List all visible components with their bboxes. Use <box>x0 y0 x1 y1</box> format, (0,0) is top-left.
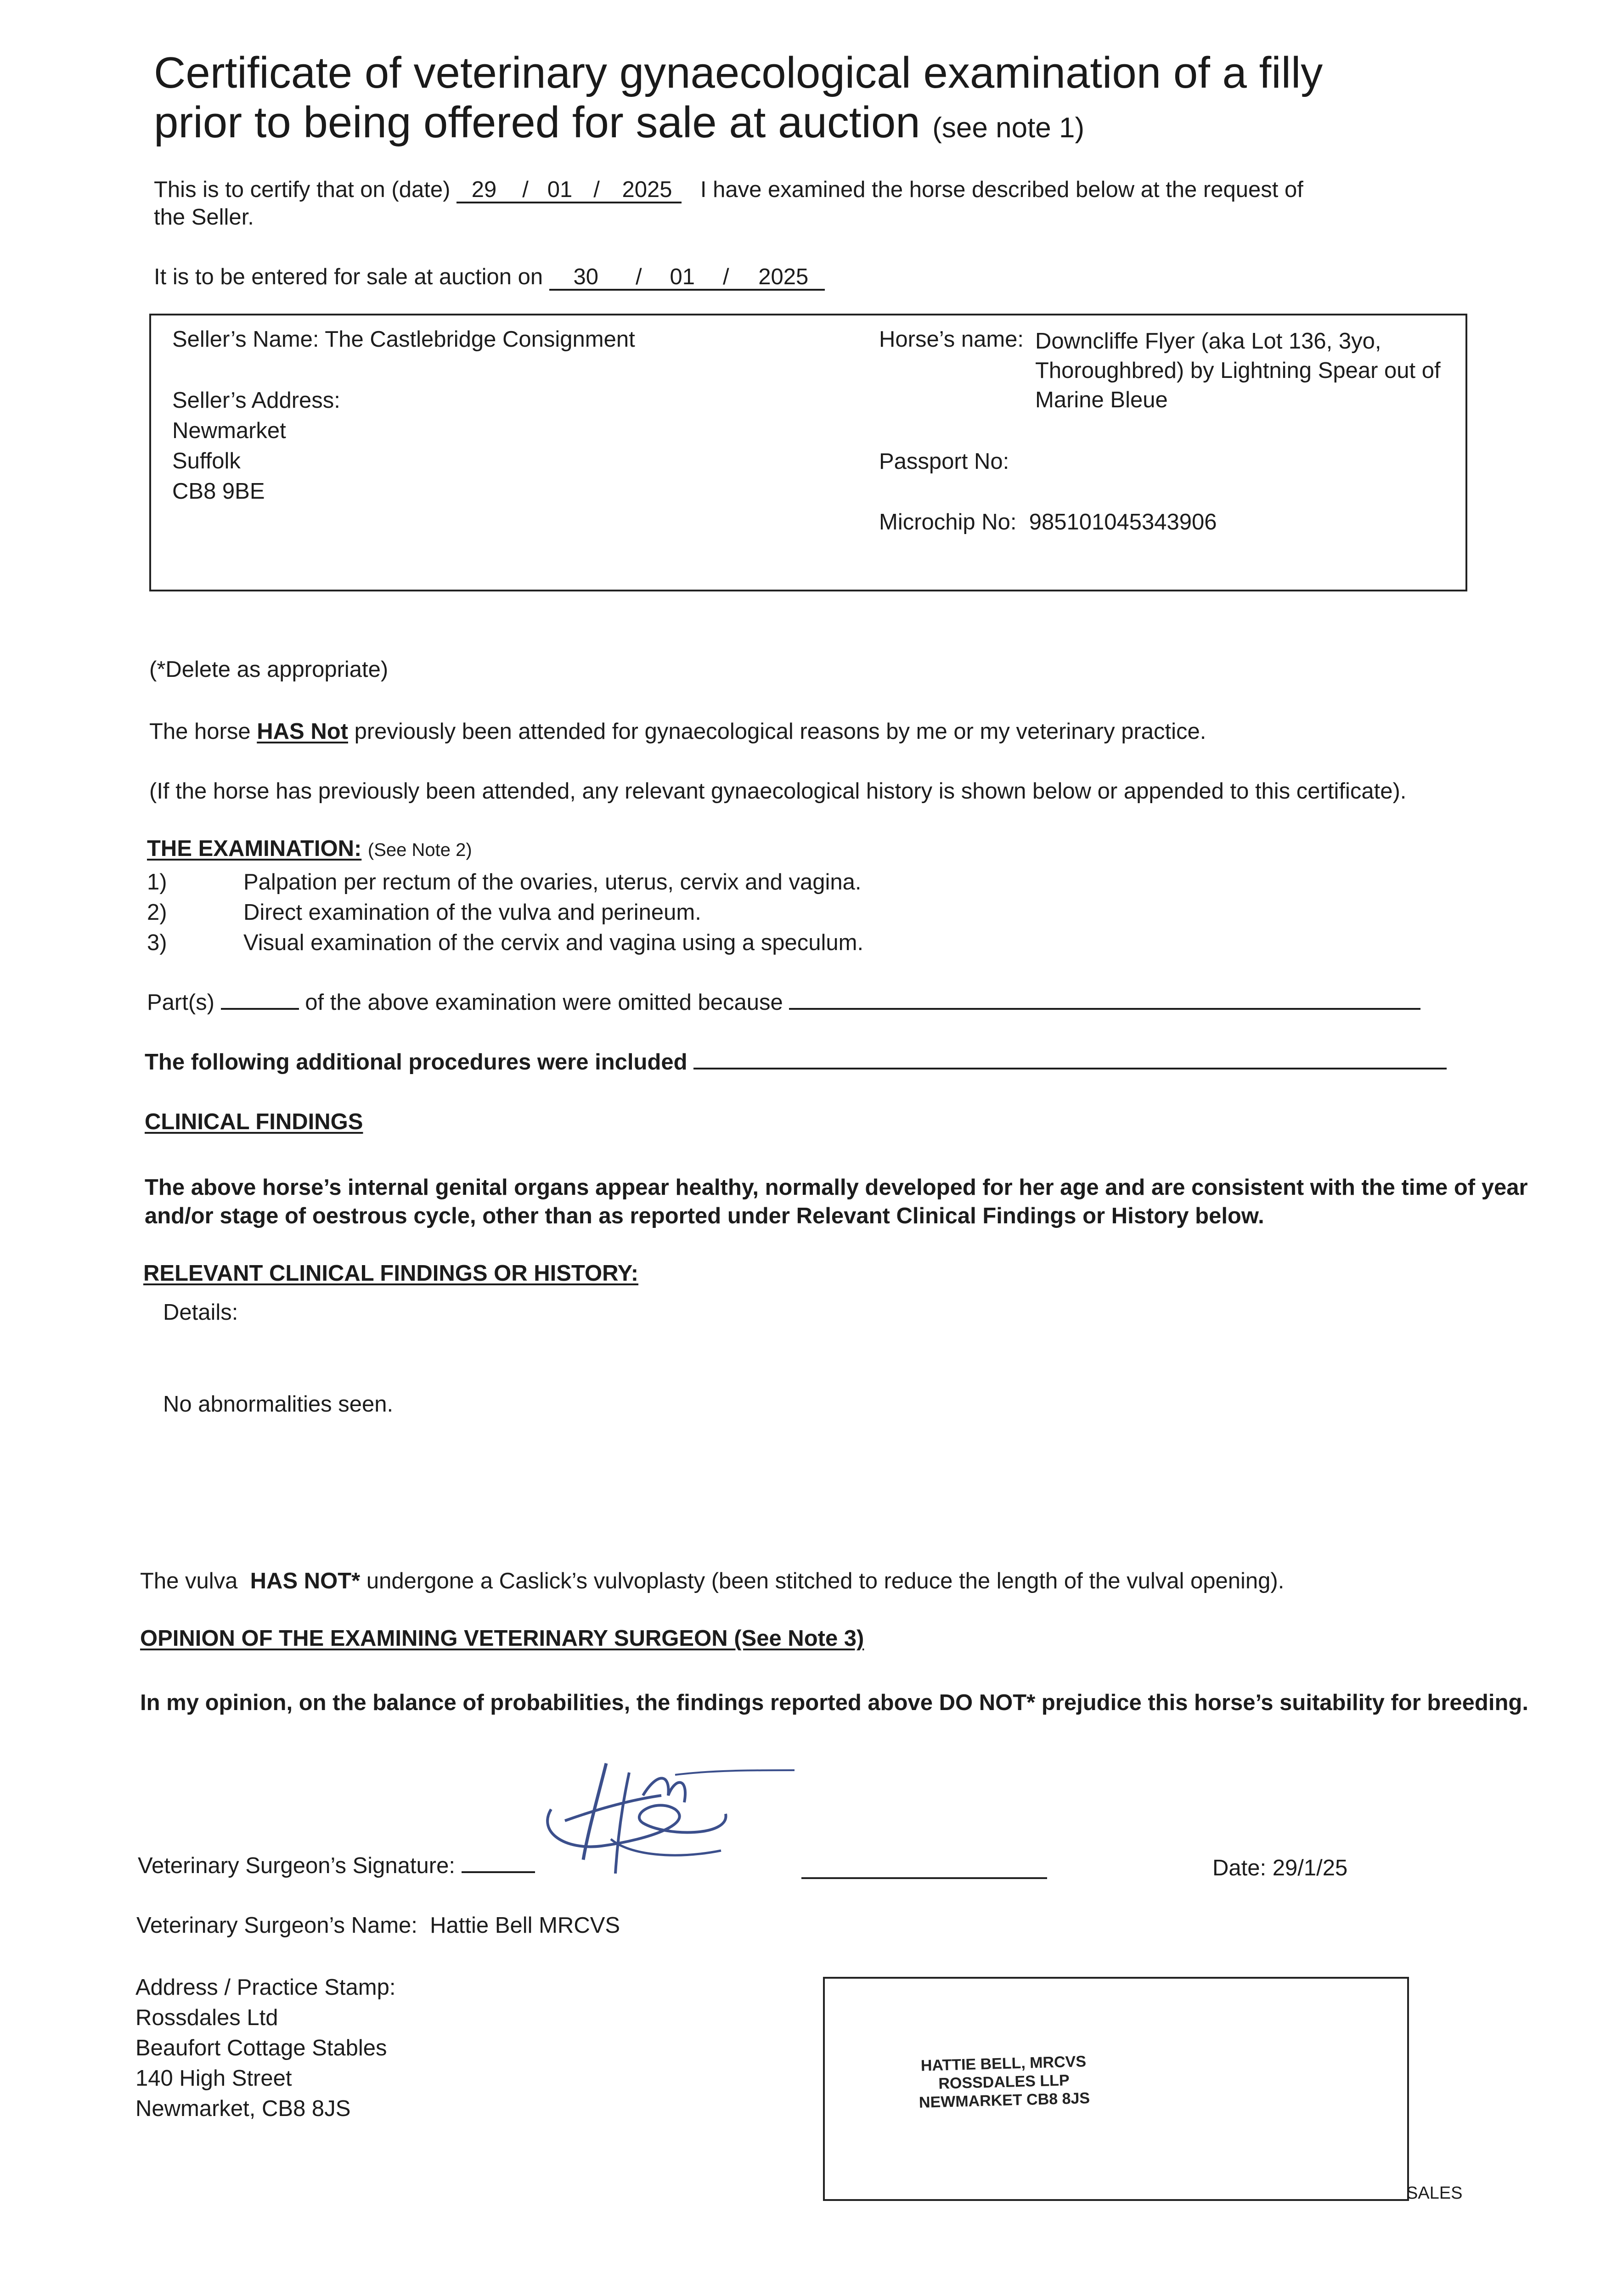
clinical-statement: The above horse’s internal genital organs appear healthy, normally developed for her age and are consistent with the time of year and/or stage of oestrous cycle, other than as reported under Relevant Clinical Findings or History below. <box>145 1175 1528 1228</box>
certificate-title <box>154 48 1532 153</box>
details-label: Details: <box>163 1300 238 1325</box>
signature-label: Veterinary Surgeon’s Signature: <box>138 1853 535 1879</box>
seller-name: Seller’s Name: The Castlebridge Consignment <box>172 327 635 352</box>
omitted-line: Part(s) of the above examination were omitted because <box>147 990 1420 1015</box>
vulva-status: HAS NOT* <box>250 1569 361 1593</box>
exam-date-year: 2025 <box>613 178 682 203</box>
seller-address: Seller’s Address: Newmarket Suffolk CB8 9BE <box>172 388 340 504</box>
auction-date-month: 01 <box>655 265 710 291</box>
omitted-reason-field <box>789 1008 1420 1010</box>
auction-date-year: 2025 <box>742 265 825 291</box>
seller-horse-box <box>149 314 1467 591</box>
additional-line: The following additional procedures were included <box>145 1049 1447 1075</box>
list-item: 3) Visual examination of the cervix and vagina using a speculum. <box>147 930 864 955</box>
certify-line: This is to certify that on (date) 29 / 01 / 2025 I have examined the horse described below at the request of <box>154 177 1303 203</box>
auction-line: It is to be entered for sale at auction on 30 / 01 / 2025 <box>154 264 825 291</box>
relevant-findings-heading: RELEVANT CLINICAL FINDINGS OR HISTORY: <box>143 1261 639 1286</box>
title-line-2: prior to being offered for sale at auction (see note 1) <box>154 98 1085 147</box>
vet-name: Veterinary Surgeon’s Name: Hattie Bell MRCVS <box>136 1913 620 1938</box>
microchip-no: Microchip No: 985101045343906 <box>879 510 1217 535</box>
details-text: No abnormalities seen. <box>163 1392 394 1417</box>
title-note: (see note 1) <box>932 112 1085 144</box>
certify-line-2: the Seller. <box>154 205 254 230</box>
horse-name-label: Horse’s name: <box>879 327 1024 352</box>
horse-name: Downcliffe Flyer (aka Lot 136, 3yo, Thoroughbred) by Lightning Spear out of Marine Bleue <box>1035 329 1441 412</box>
list-item: 2) Direct examination of the vulva and perineum. <box>147 900 701 925</box>
clinical-findings-heading: CLINICAL FINDINGS <box>145 1109 363 1134</box>
sales-tag: SALES <box>1406 2183 1463 2203</box>
examination-list <box>147 867 863 958</box>
opinion-heading: OPINION OF THE EXAMINING VETERINARY SURGEON (See Note 3) <box>140 1626 864 1651</box>
practice-address: Address / Practice Stamp: Rossdales Ltd Beaufort Cottage Stables 140 High Street Newmarket, CB8 8JS <box>135 1975 396 2121</box>
examination-heading: THE EXAMINATION: (See Note 2) <box>147 836 472 861</box>
signature-underline <box>801 1877 1047 1879</box>
delete-note: (*Delete as appropriate) <box>149 657 389 682</box>
history-note: (If the horse has previously been attended, any relevant gynaecological history is shown below or appended to this certificate). <box>149 779 1407 804</box>
title-line-1: Certificate of veterinary gynaecological examination of a filly <box>154 48 1323 97</box>
practice-stamp-box <box>823 1977 1409 2201</box>
vulva-statement: The vulva HAS NOT* undergone a Caslick’s vulvoplasty (been stitched to reduce the length of the vulval opening). <box>140 1569 1285 1593</box>
additional-procedures-field <box>693 1068 1447 1069</box>
list-item: 1) Palpation per rectum of the ovaries, uterus, cervix and vagina. <box>147 870 862 895</box>
signature-date: Date: 29/1/25 <box>1212 1856 1348 1880</box>
attended-statement: The horse HAS Not previously been attended for gynaecological reasons by me or my veterinary practice. <box>149 719 1206 744</box>
auction-date-day: 30 <box>549 265 623 291</box>
opinion-statement: In my opinion, on the balance of probabilities, the findings reported above DO NOT* prejudice this horse’s suitability for breeding. <box>140 1690 1528 1715</box>
passport-no: Passport No: <box>879 449 1009 474</box>
handwritten-signature <box>537 1745 799 1878</box>
exam-date-month: 01 <box>539 178 580 203</box>
exam-date-day: 29 <box>456 178 512 203</box>
attended-status: HAS Not <box>257 719 348 744</box>
practice-stamp: HATTIE BELL, MRCVS ROSSDALES LLP NEWMARKET CB8 8JS <box>919 2053 1090 2111</box>
